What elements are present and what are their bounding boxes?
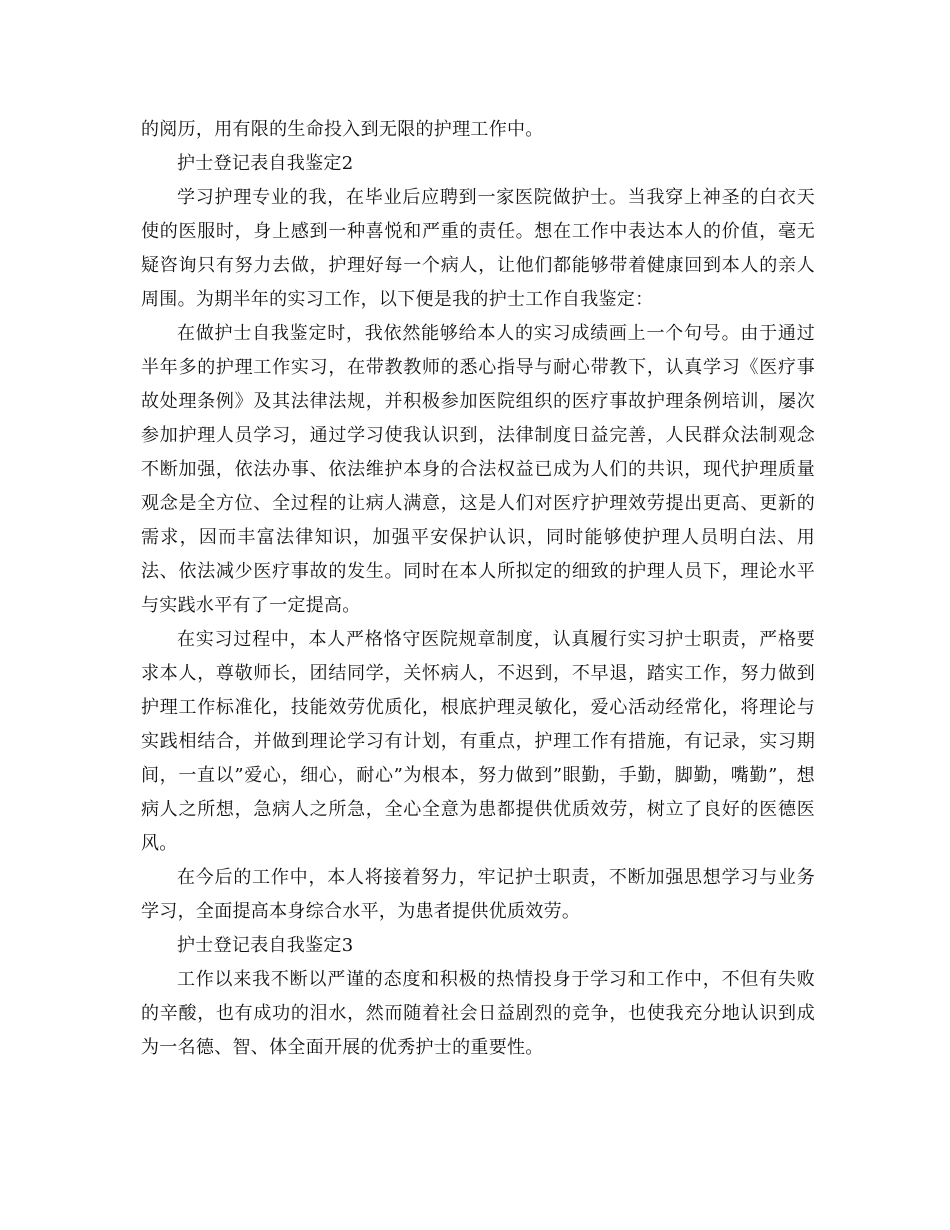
paragraph: 在做护士自我鉴定时，我依然能够给本人的实习成绩画上一个句号。由于通过半年多的护理工作实习，在带教教师的悉心指导与耐心带教下，认真学习《医疗事故处理条例》及其法律法规，并积极参加医院组织的医疗事故护理条例培训，屡次参加护理人员学习，通过学习使我认识到，法律制度日益完善，人民群众法制观念不断加强，依法办事、依法维护本身的合法权益已成为人们的共识，现代护理质量观念是全方位、全过程的让病人满意，这是人们对医疗护理效劳提出更高、更新的需求，因而丰富法律知识，加强平安保护认识，同时能够使护理人员明白法、用法、依法减少医疗事故的发生。同时在本人所拟定的细致的护理人员下，理论水平与实践水平有了一定提高。: [141, 323, 815, 616]
paragraph: 工作以来我不断以严谨的态度和积极的热情投身于学习和工作中，不但有失败的辛酸，也有成功的泪水，然而随着社会日益剧烈的竞争，也使我充分地认识到成为一名德、智、体全面开展的优秀护士的重要性。: [141, 969, 815, 1058]
paragraph: 在实习过程中，本人严格恪守医院规章制度，认真履行实习护士职责，严格要求本人，尊敬师长，团结同学，关怀病人，不迟到，不早退，踏实工作，努力做到护理工作标准化，技能效劳优质化，根底护理灵敏化，爱心活动经常化，将理论与实践相结合，并做到理论学习有计划，有重点，护理工作有措施，有记录，实习期间，一直以”爱心，细心，耐心”为根本，努力做到”眼勤，手勤，脚勤，嘴勤”，想病人之所想，急病人之所急，全心全意为患都提供优质效劳，树立了良好的医德医风。: [141, 629, 815, 854]
document-body: [141, 113, 815, 1065]
paragraph: 在今后的工作中，本人将接着努力，牢记护士职责，不断加强思想学习与业务学习，全面提高本身综合水平，为患者提供优质效劳。: [141, 867, 815, 922]
section-heading-2: 护士登记表自我鉴定2: [177, 153, 354, 174]
paragraph-continuation: 的阅历，用有限的生命投入到无限的护理工作中。: [141, 119, 544, 140]
section-heading-3: 护士登记表自我鉴定3: [177, 935, 354, 956]
paragraph: 学习护理专业的我，在毕业后应聘到一家医院做护士。当我穿上神圣的白衣天使的医服时，身上感到一种喜悦和严重的责任。想在工作中表达本人的价值，毫无疑咨询只有努力去做，护理好每一个病人，让他们都能够带着健康回到本人的亲人周围。为期半年的实习工作，以下便是我的护士工作自我鉴定：: [141, 187, 815, 310]
